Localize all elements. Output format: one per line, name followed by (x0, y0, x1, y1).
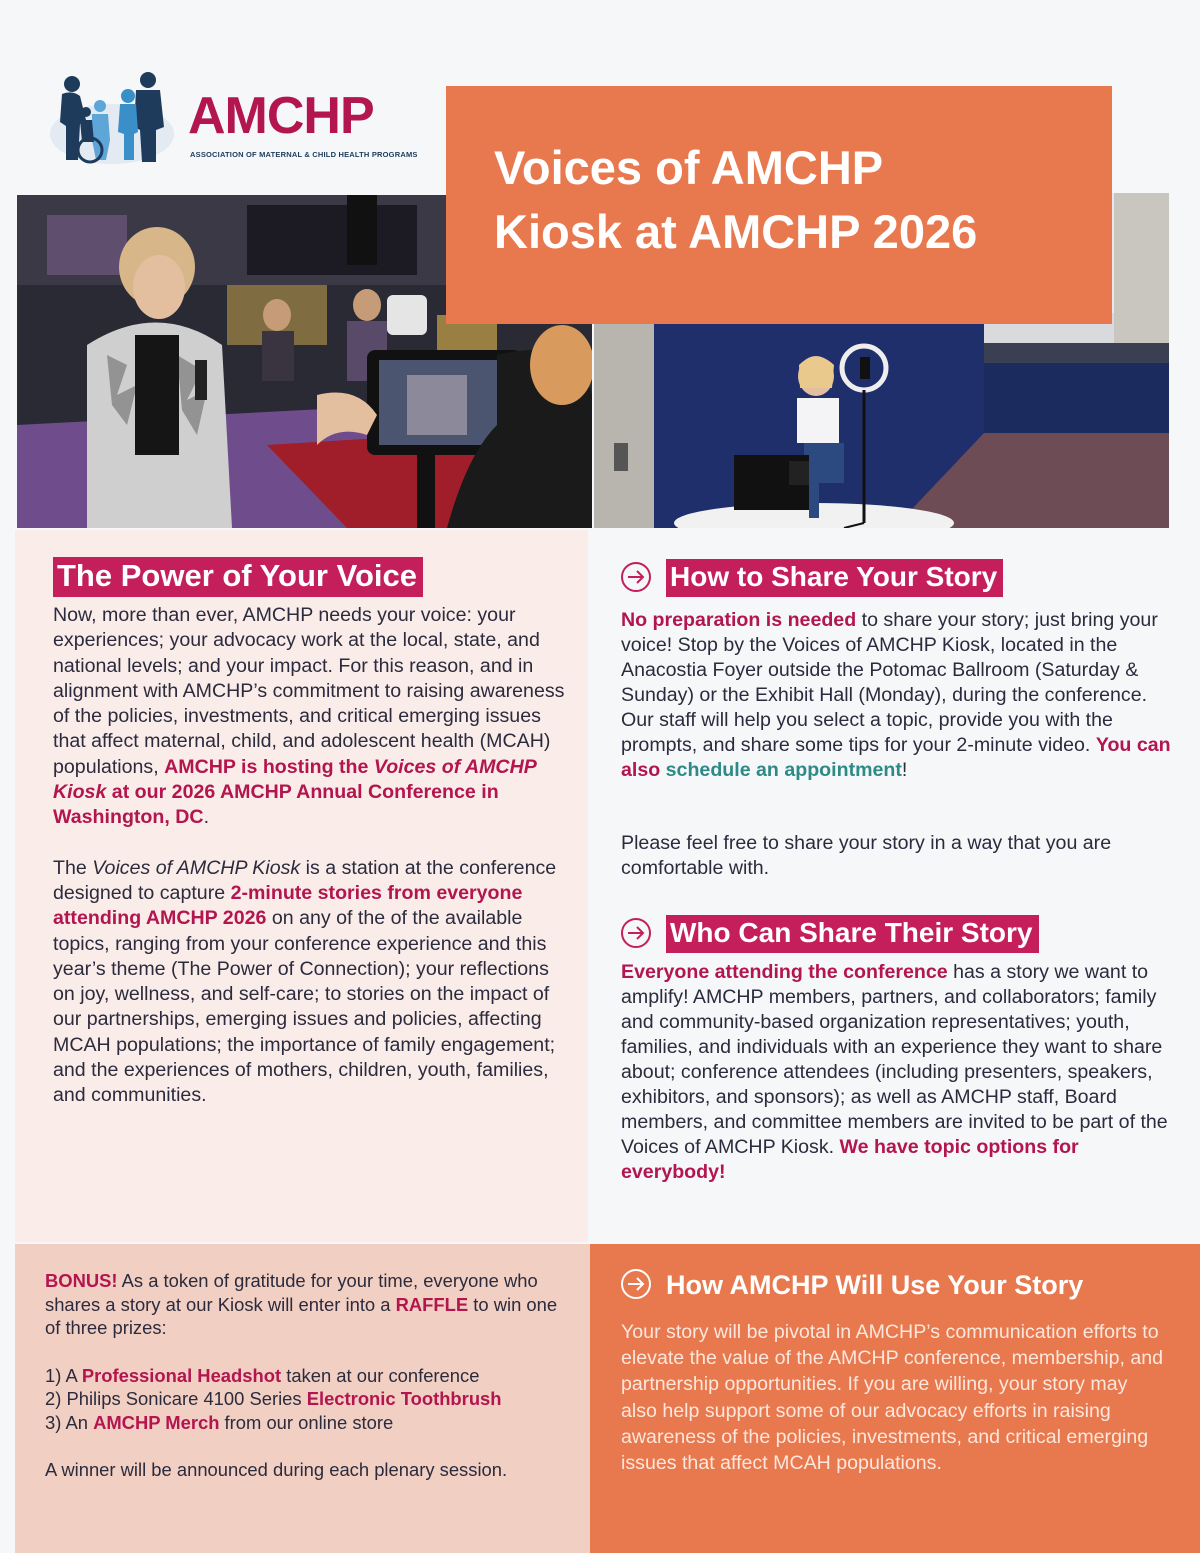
who-highlight: Everyone attending the conference (621, 961, 948, 983)
prize-2-num: 2) Philips Sonicare 4100 Series (45, 1388, 307, 1409)
power-p1-highlight: AMCHP is hosting the (164, 755, 374, 778)
bonus-label: BONUS! (45, 1270, 118, 1291)
prize-3-num: 3) An (45, 1411, 94, 1433)
arrow-circle-icon (620, 917, 652, 949)
bonus-text-2: to win one of three prizes: (45, 1293, 558, 1338)
title-line-1: Voices of AMCHP (494, 141, 884, 194)
prize-1-rest: taken at our conference (281, 1364, 480, 1386)
power-paragraph-1 (53, 603, 573, 831)
how-p1-also: You can also (621, 734, 1171, 781)
arrow-circle-icon (620, 561, 652, 593)
bonus-body (45, 1269, 575, 1482)
power-paragraph-2 (53, 856, 573, 1109)
who-text: has a story we want to amplify! AMCHP members, partners, and collaborators; family and community-based organization representatives; youth, families, and individuals with an experience they want to share about; conference attendees (including presenters, speakers, exhibitors, and sponsors); as well as AMCHP staff, Board members, and committee members are invited to be part of the Voices of AMCHP Kiosk. (621, 961, 1168, 1158)
how-amchp-uses-heading: How AMCHP Will Use Your Story (666, 1270, 1084, 1300)
arrow-circle-icon (620, 1268, 652, 1300)
schedule-appointment-link[interactable]: schedule an appointment (665, 759, 902, 781)
who-can-share-body (621, 960, 1181, 1185)
how-to-share-body (621, 608, 1181, 783)
power-body (53, 603, 573, 1109)
prize-3 (45, 1411, 575, 1435)
who-closing: We have topic options for everybody! (621, 1136, 1079, 1183)
power-of-voice-section (15, 530, 588, 1242)
how-amchp-uses-body: Your story will be pivotal in AMCHP’s communication efforts to elevate the value of the AMCHP conference, membership, and partnership opportunities. If you are willing, your story may also help support some of our advocacy efforts in raising awareness of the policies, investments, and critical emerging issues that affect MCAH populations. (621, 1321, 1164, 1475)
how-p1-highlight: No preparation is needed (621, 609, 857, 631)
family-silhouette-icon (50, 72, 185, 172)
how-p1-text: to share your story; just bring your voice! Stop by the Voices of AMCHP Kiosk, located in the Anacostia Foyer outside the Potomac Ballroom (Saturday & Sunday) or the Exhibit Hall (Monday), during the conference. Our staff will help you select a topic, provide you with the prompts, and share some tips for your 2-minute video. (621, 609, 1158, 756)
prize-2-name: Electronic Toothbrush (306, 1388, 502, 1409)
power-p2-highlight: 2-minute stories from everyone attending AMCHP 2026 (53, 881, 523, 930)
power-p2-lead: The (53, 856, 93, 879)
winner-note: A winner will be announced during each plenary session. (45, 1459, 508, 1480)
power-heading: The Power of Your Voice (53, 557, 423, 597)
share-story-section (590, 530, 1200, 1242)
raffle-label: RAFFLE (395, 1293, 469, 1315)
power-p1-kiosk: Voices of AMCHP Kiosk (53, 755, 537, 804)
page-title (494, 136, 977, 264)
power-p2-text: is a station at the conference designed to capture (53, 856, 557, 904)
power-p1-highlight-end: at our 2026 AMCHP Annual Conference in Washington, DC (53, 781, 499, 829)
prize-1-name: Professional Headshot (81, 1364, 282, 1386)
prize-3-name: AMCHP Merch (93, 1411, 220, 1433)
power-p2-kiosk: Voices of AMCHP Kiosk (92, 856, 301, 879)
bonus-intro (45, 1269, 575, 1340)
prize-3-rest: from our online store (219, 1411, 394, 1433)
how-p1-bang: ! (901, 759, 908, 781)
how-amchp-uses-section (590, 1244, 1200, 1553)
amchp-logo (50, 72, 418, 172)
prize-2 (45, 1387, 575, 1411)
title-line-2: Kiosk at AMCHP 2026 (494, 205, 978, 258)
logo-tagline: ASSOCIATION OF MATERNAL & CHILD HEALTH PROGRAMS (190, 150, 418, 159)
power-p1-period: . (203, 806, 210, 829)
logo-wordmark: AMCHP (188, 87, 374, 145)
how-paragraph-2: Please feel free to share your story in a way that you are comfortable with. (621, 832, 1112, 879)
how-paragraph-1 (621, 608, 1181, 783)
bonus-text-1: As a token of gratitude for your time, everyone who shares a story at our Kiosk will enter into a (45, 1270, 538, 1315)
bonus-raffle-section (15, 1244, 590, 1553)
how-to-share-heading: How to Share Your Story (666, 559, 1003, 597)
who-can-share-heading: Who Can Share Their Story (666, 915, 1039, 953)
power-p1-text: Now, more than ever, AMCHP needs your voice: your experiences; your advocacy work at the local, state, and national levels; and your impact. For this reason, and in alignment with AMCHP’s commitment to raising awareness of the policies, investments, and critical emerging issues that affect maternal, child, and adolescent health (MCAH) populations, (53, 604, 565, 778)
prize-1 (45, 1364, 575, 1388)
power-p2-rest: on any of the of the available topics, ranging from your conference experience and this year’s theme (The Power of Connection); your reflections on joy, wellness, and self-care; to stories on the impact of our partnerships, emerging issues and policies, affecting MCAH populations; the importance of family engagement; and the experiences of mothers, children, youth, families, and communities. (53, 907, 556, 1107)
prize-1-num: 1) A (45, 1364, 82, 1386)
title-banner (446, 86, 1112, 324)
